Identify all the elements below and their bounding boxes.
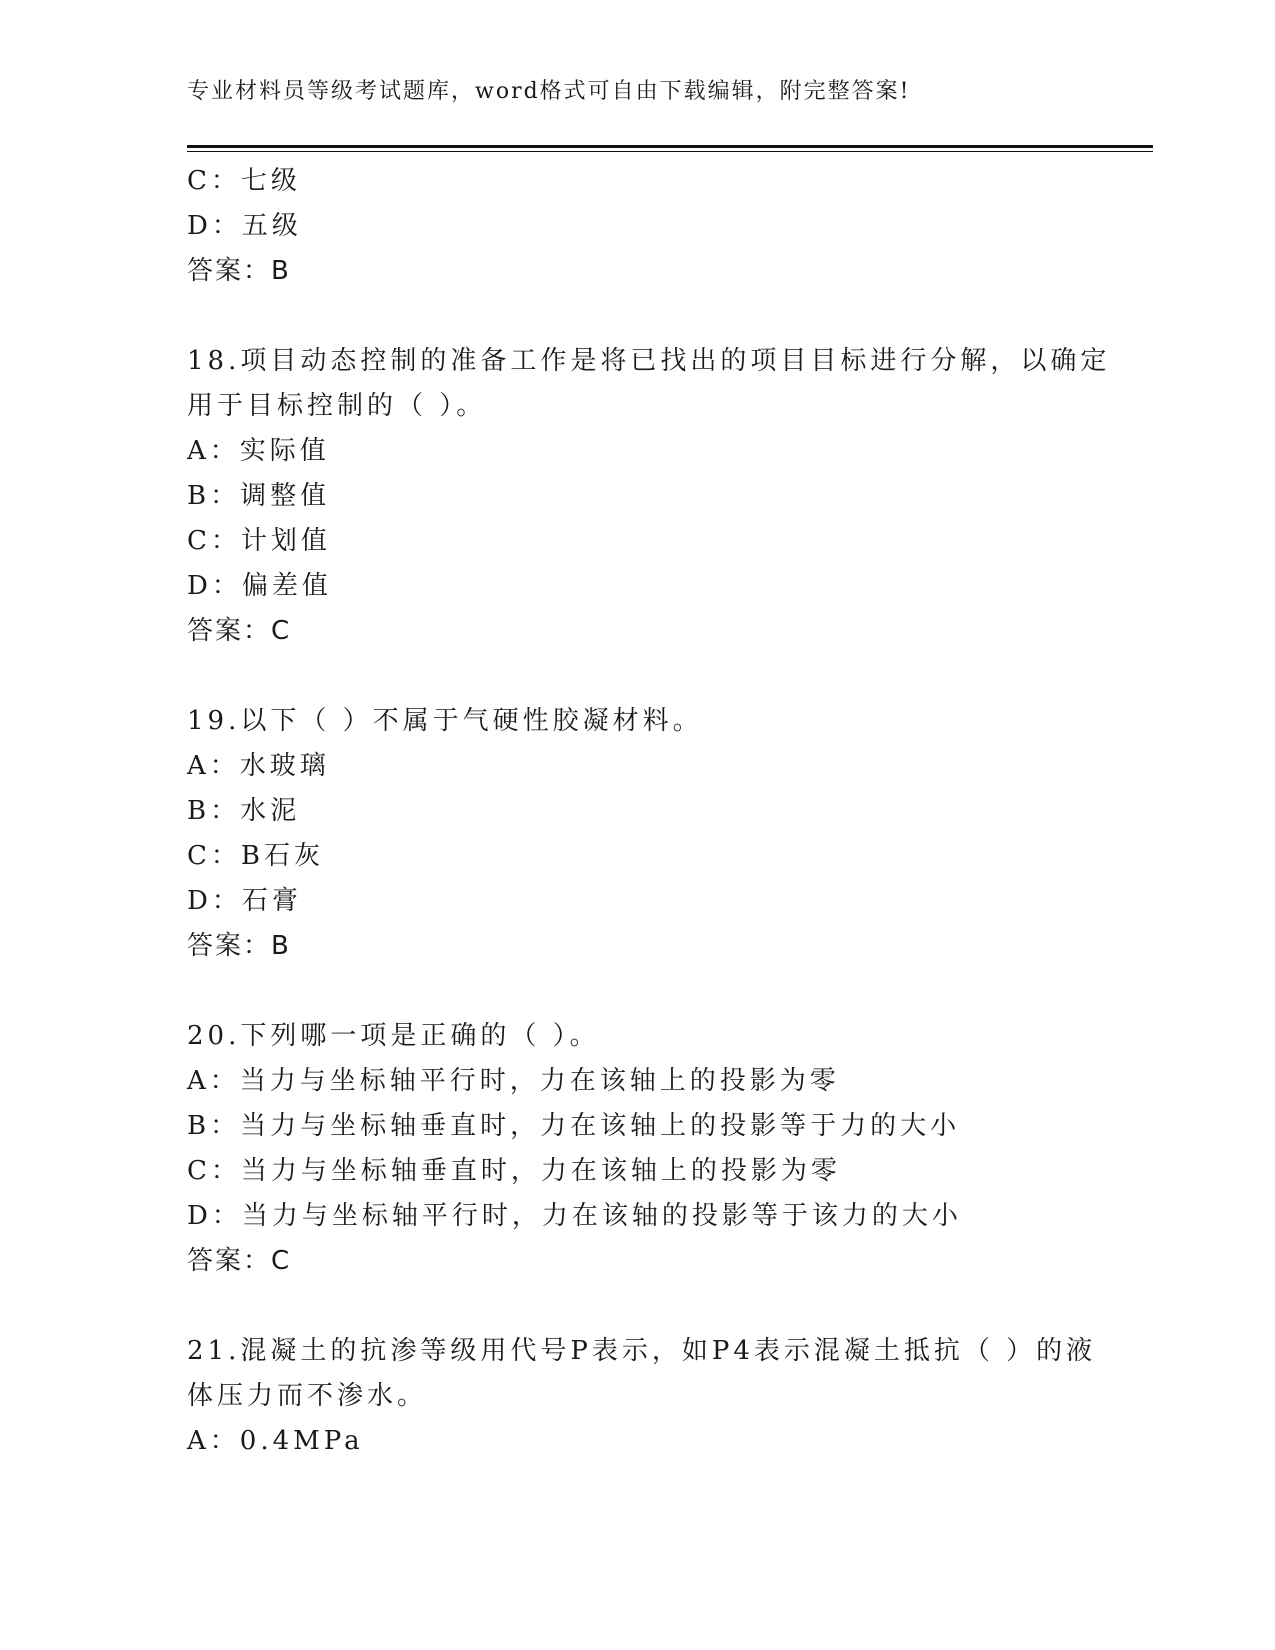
option-d: D：偏差值 bbox=[187, 571, 332, 601]
option-d: D：五级 bbox=[187, 211, 302, 241]
answer-17: 答案：B bbox=[187, 256, 291, 286]
answer-18: 答案：C bbox=[187, 616, 292, 646]
option-a: A：0.4MPa bbox=[187, 1426, 364, 1456]
question-21: 21.混凝土的抗渗等级用代号P表示，如P4表示混凝土抵抗（ ）的液 bbox=[187, 1336, 1097, 1366]
question-18: 18.项目动态控制的准备工作是将已找出的项目目标进行分解，以确定 bbox=[187, 346, 1111, 376]
option-b: B：水泥 bbox=[187, 796, 301, 826]
option-b: B：当力与坐标轴垂直时，力在该轴上的投影等于力的大小 bbox=[187, 1111, 961, 1141]
question-18-cont: 用于目标控制的（ ）。 bbox=[187, 391, 487, 421]
page-header: 专业材料员等级考试题库，word格式可自由下载编辑，附完整答案! bbox=[187, 79, 911, 104]
header-divider-thick bbox=[187, 145, 1153, 148]
option-c: C：计划值 bbox=[187, 526, 331, 556]
question-20: 20.下列哪一项是正确的（ ）。 bbox=[187, 1021, 600, 1051]
header-divider-thin bbox=[187, 151, 1153, 152]
option-d: D：石膏 bbox=[187, 886, 302, 916]
option-c: C：当力与坐标轴垂直时，力在该轴上的投影为零 bbox=[187, 1156, 841, 1186]
question-19: 19.以下（ ）不属于气硬性胶凝材料。 bbox=[187, 706, 703, 736]
option-a: A：水玻璃 bbox=[187, 751, 330, 781]
option-a: A：实际值 bbox=[187, 436, 330, 466]
answer-19: 答案：B bbox=[187, 931, 291, 961]
question-21-cont: 体压力而不渗水。 bbox=[187, 1381, 428, 1411]
option-a: A：当力与坐标轴平行时，力在该轴上的投影为零 bbox=[187, 1066, 840, 1096]
answer-20: 答案：C bbox=[187, 1246, 292, 1276]
option-c: C：七级 bbox=[187, 166, 301, 196]
option-b: B：调整值 bbox=[187, 481, 331, 511]
option-c: C：B石灰 bbox=[187, 841, 325, 871]
option-d: D：当力与坐标轴平行时，力在该轴的投影等于该力的大小 bbox=[187, 1201, 962, 1231]
